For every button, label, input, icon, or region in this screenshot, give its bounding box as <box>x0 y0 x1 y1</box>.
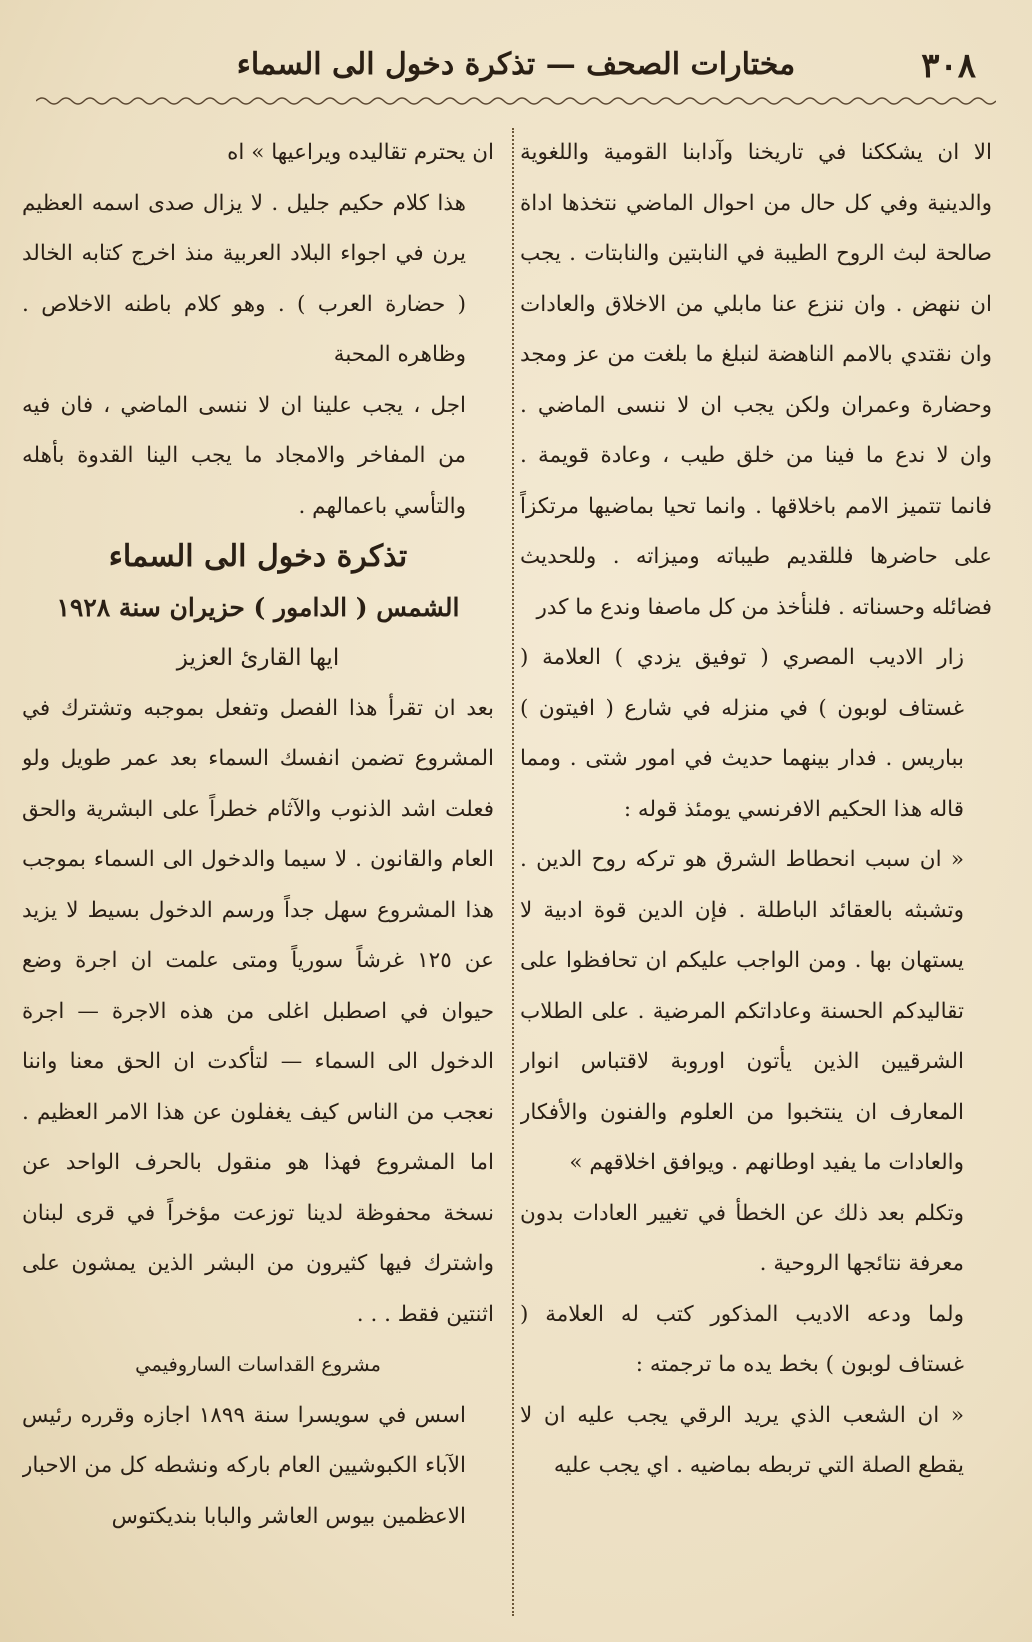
right-column <box>520 128 992 1618</box>
paragraph-quote-lebon: « ان سبب انحطاط الشرق هو تركه روح الدين . وتشبثه بالعقائد الباطلة . فإن الدين قوة ادبية لا يستهان بها . ومن الواجب عليكم ان تحافظوا على تقاليدكم الحسنة وعاداتكم المرضية . على الطلاب الشرقيين الذين يأتون اوروبة لاقتباس انوار المعارف ان ينتخبوا من العلوم والفنون والأفكار والعادات ما يفيد اوطانهم . ويوافق اخلاقهم » <box>520 847 964 1175</box>
source-line: الشمس ( الدامور ) حزيران سنة ١٩٢٨ <box>56 592 460 622</box>
paragraph-founded: اسس في سويسرا سنة ١٨٩٩ اجازه وقرره رئيس الآباء الكبوشيين العام باركه ونشطه كل من الاحبار الاعظمين بيوس العاشر والبابا بنديكتوس <box>22 1402 466 1529</box>
paragraph-quote-end: ان يحترم تقاليده ويراعيها » اه <box>227 140 494 165</box>
page-number: ٣٠٨ <box>921 46 976 86</box>
paragraph-customs: وتكلم بعد ذلك عن الخطأ في تغيير العادات بدون معرفة نتائجها الروحية . <box>520 1200 964 1276</box>
header-ornament-rule <box>36 94 996 108</box>
article-title: تذكرة دخول الى السماء <box>108 539 408 574</box>
running-title: مختارات الصحف — تذكرة دخول الى السماء <box>236 46 796 82</box>
paragraph-commentary: هذا كلام حكيم جليل . لا يزال صدى اسمه العظيم يرن في اجواء البلاد العربية منذ اخرج كتابه الخالد ( حضارة العرب ) . وهو كلام باطنه الاخلاص . وظاهره المحبة <box>22 190 466 367</box>
paragraph-farewell: ولما ودعه الاديب المذكور كتب له العلامة ( غستاف لوبون ) بخط يده ما ترجمته : <box>520 1301 964 1377</box>
paragraph-heritage: الا ان يشككنا في تاريخنا وآدابنا القومية واللغوية والدينية وفي كل حال من احوال الماضي نتخذها اداة صالحة لبث الروح الطيبة في النابتين والنابتات . يجب ان ننهض . وان ننزع عنا مابلي من الاخلاق والعادات وان نقتدي بالامم الناهضة لنبلغ ما بلغت من عز ومجد وحضارة وعمران ولكن يجب ان لا ننسى الماضي . وان لا ندع ما فينا من خلق طيب ، وعادة قويمة . فانما تتميز الامم باخلاقها . وانما تحيا بماضيها مرتكزاً على حاضرها فللقديم طيباته وميزاته . وللحديث فضائله وحسناته . فلنأخذ من كل ماصفا وندع ما كدر <box>520 140 992 620</box>
paragraph-ticket-body: بعد ان تقرأ هذا الفصل وتفعل بموجبه وتشترك في المشروع تضمن انفسك السماء بعد عمر طويل ولو فعلت اشد الذنوب والآثام خطراً على البشرية والحق العام والقانون . لا سيما والدخول الى السماء بموجب هذا المشروع سهل جداً ورسم الدخول بسيط لا يزيد عن ١٢٥ غرشاً سورياً ومتى علمت ان اجرة وضع حيوان في اصطبل اغلى من هذه الاجرة — اجرة الدخول الى السماء — لتأكدت ان الحق معنا واننا نعجب من الناس كيف يغفلون عن هذا الامر العظيم . اما المشروع فهذا هو منقول بالحرف الواحد عن نسخة محفوظة لدينا توزعت مؤخراً في قرى لبنان واشترك فيها كثيرون من البشر الذين يمشون على اثنتين فقط . . . <box>22 695 494 1327</box>
column-divider <box>512 128 514 1616</box>
paragraph-visit: زار الاديب المصري ( توفيق يزدي ) العلامة ( غستاف لوبون ) في منزله في شارع ( افيتون ) بباريس . فدار بينهما حديث في امور شتى . ومما قاله هذا الحكيم الافرنسي يومئذ قوله : <box>520 645 964 822</box>
salutation: ايها القارئ العزيز <box>176 645 340 671</box>
left-column <box>22 128 494 1618</box>
page-header <box>30 40 1002 88</box>
project-title: مشروع القداسات الساروفيمي <box>135 1353 381 1376</box>
paragraph-past: اجل ، يجب علينا ان لا ننسى الماضي ، فان فيه من المفاخر والامجاد ما يجب الينا القدوة بأهله والتأسي باعمالهم . <box>22 392 466 519</box>
paragraph-quote-start: « ان الشعب الذي يريد الرقي يجب عليه ان لا يقطع الصلة التي تربطه بماضيه . اي يجب عليه <box>520 1402 964 1478</box>
